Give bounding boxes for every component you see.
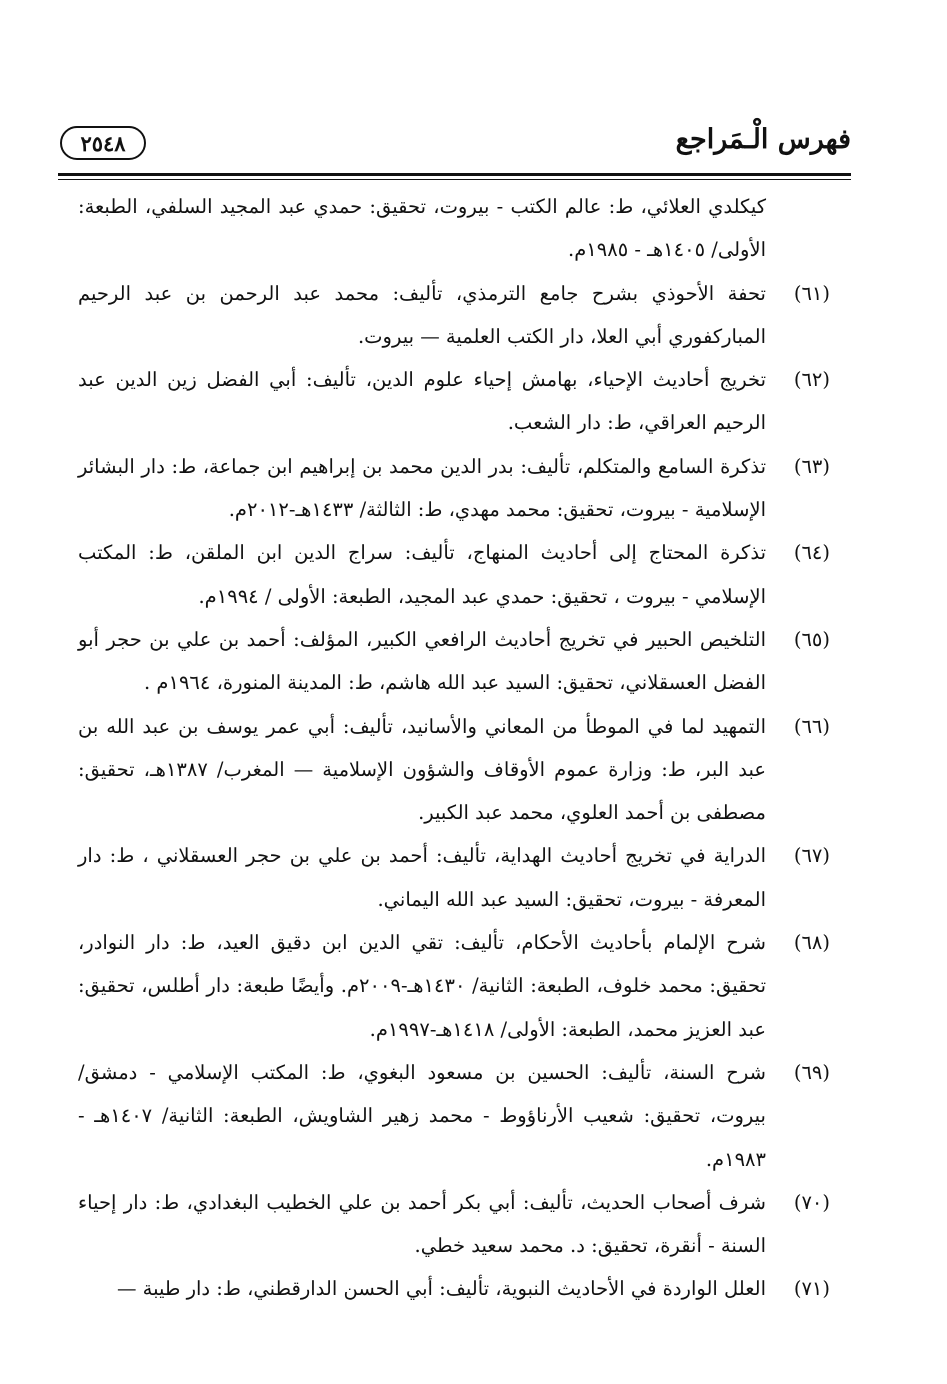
page-header xyxy=(58,118,851,170)
reference-entry-65 xyxy=(78,618,830,705)
running-title: فهرس الْـمَراجع xyxy=(675,124,851,155)
entry-number: (٦٧) xyxy=(793,844,830,868)
entry-number: (٧١) xyxy=(793,1277,830,1301)
entry-number: (٦٨) xyxy=(793,931,830,955)
entry-number: (٦٩) xyxy=(793,1060,830,1084)
reference-entry-69 xyxy=(78,1051,830,1181)
entry-number: (٦٦) xyxy=(793,714,830,738)
header-rule-thick xyxy=(58,173,851,176)
entry-text: التمهيد لما في الموطأ من المعاني والأسانيد، تأليف: أبي عمر يوسف بن عبد الله بن عبد البر، ط: وزارة عموم الأوقاف والشؤون الإسلامية — المغرب/ ١٣٨٧هـ، تحقيق: مصطفى بن أحمد العلوي، محمد عبد الكبير. xyxy=(78,714,766,825)
entry-number xyxy=(766,185,830,272)
entry-text: شرح السنة، تأليف: الحسين بن مسعود البغوي، ط: المكتب الإسلامي - دمشق/ بيروت، تحقيق: شعيب الأرناؤوط - محمد زهير الشاويش، الطبعة: الثانية/ ١٤٠٧هـ - ١٩٨٣م. xyxy=(78,1060,766,1171)
entry-text: التلخيص الحبير في تخريج أحاديث الرافعي الكبير، المؤلف: أحمد بن علي بن حجر أبو الفضل العسقلاني، تحقيق: السيد عبد الله هاشم، ط: المدينة المنورة، ١٩٦٤م . xyxy=(78,627,766,695)
entry-number: (٧٠) xyxy=(793,1190,830,1214)
entry-text: شرف أصحاب الحديث، تأليف: أبي بكر أحمد بن علي الخطيب البغدادي، ط: دار إحياء السنة - أنقرة، تحقيق: د. محمد سعيد خطي. xyxy=(78,1190,766,1258)
reference-entry-61 xyxy=(78,272,830,359)
reference-entry-70 xyxy=(78,1181,830,1268)
reference-entry-62 xyxy=(78,358,830,445)
entry-text: العلل الواردة في الأحاديث النبوية، تأليف: أبي الحسن الدارقطني، ط: دار طيبة — xyxy=(116,1277,766,1301)
entry-text: كيكلدي العلائي، ط: عالم الكتب - بيروت، تحقيق: حمدي عبد المجيد السلفي، الطبعة: الأولى/ ١٤٠٥هـ - ١٩٨٥م. xyxy=(78,195,766,262)
reference-entry-66 xyxy=(78,705,830,835)
page-number-badge xyxy=(60,126,146,160)
references-list xyxy=(78,185,830,1311)
entry-text: شرح الإلمام بأحاديث الأحكام، تأليف: تقي الدين ابن دقيق العيد، ط: دار النوادر، تحقيق: محمد خلوف، الطبعة: الثانية/ ١٤٣٠هـ-٢٠٠٩م. وأيضًا طبعة: دار أطلس، تحقيق: عبد العزيز محمد، الطبعة: الأولى/ ١٤١٨هـ-١٩٩٧م. xyxy=(78,931,766,1041)
reference-entry-63 xyxy=(78,445,830,532)
entry-number: (٦٤) xyxy=(793,541,830,565)
entry-number: (٦١) xyxy=(793,281,830,305)
entry-number: (٦٢) xyxy=(793,368,830,392)
entry-text: الدراية في تخريج أحاديث الهداية، تأليف: أحمد بن علي بن حجر العسقلاني ، ط: دار المعرفة - بيروت، تحقيق: السيد عبد الله اليماني. xyxy=(78,844,766,911)
entry-text: تحفة الأحوذي بشرح جامع الترمذي، تأليف: محمد عبد الرحمن بن عبد الرحيم المباركفوري أبي العلا، دار الكتب العلمية — بيروت. xyxy=(78,281,766,348)
reference-entry-64 xyxy=(78,531,830,618)
reference-entry-67 xyxy=(78,834,830,921)
entry-text: تذكرة السامع والمتكلم، تأليف: بدر الدين محمد بن إبراهيم ابن جماعة، ط: دار البشائر الإسلامية - بيروت، تحقيق: محمد مهدي، ط: الثالثة/ ١٤٣٣هـ-٢٠١٢م. xyxy=(78,454,766,522)
reference-entry-continued xyxy=(78,185,830,272)
entry-text: تذكرة المحتاج إلى أحاديث المنهاج، تأليف: سراج الدين ابن الملقن، ط: المكتب الإسلامي - بيروت ، تحقيق: حمدي عبد المجيد، الطبعة: الأولى / ١٩٩٤م. xyxy=(78,541,766,608)
reference-entry-68 xyxy=(78,921,830,1051)
entry-text: تخريج أحاديث الإحياء، بهامش إحياء علوم الدين، تأليف: أبي الفضل زين الدين عبد الرحيم العراقي، ط: دار الشعب. xyxy=(78,368,766,435)
reference-entry-71 xyxy=(78,1267,830,1310)
header-rule-thin xyxy=(58,179,851,180)
entry-number: (٦٥) xyxy=(793,627,830,651)
page-number: ٢٥٤٨ xyxy=(80,130,126,156)
entry-number: (٦٣) xyxy=(793,454,830,478)
